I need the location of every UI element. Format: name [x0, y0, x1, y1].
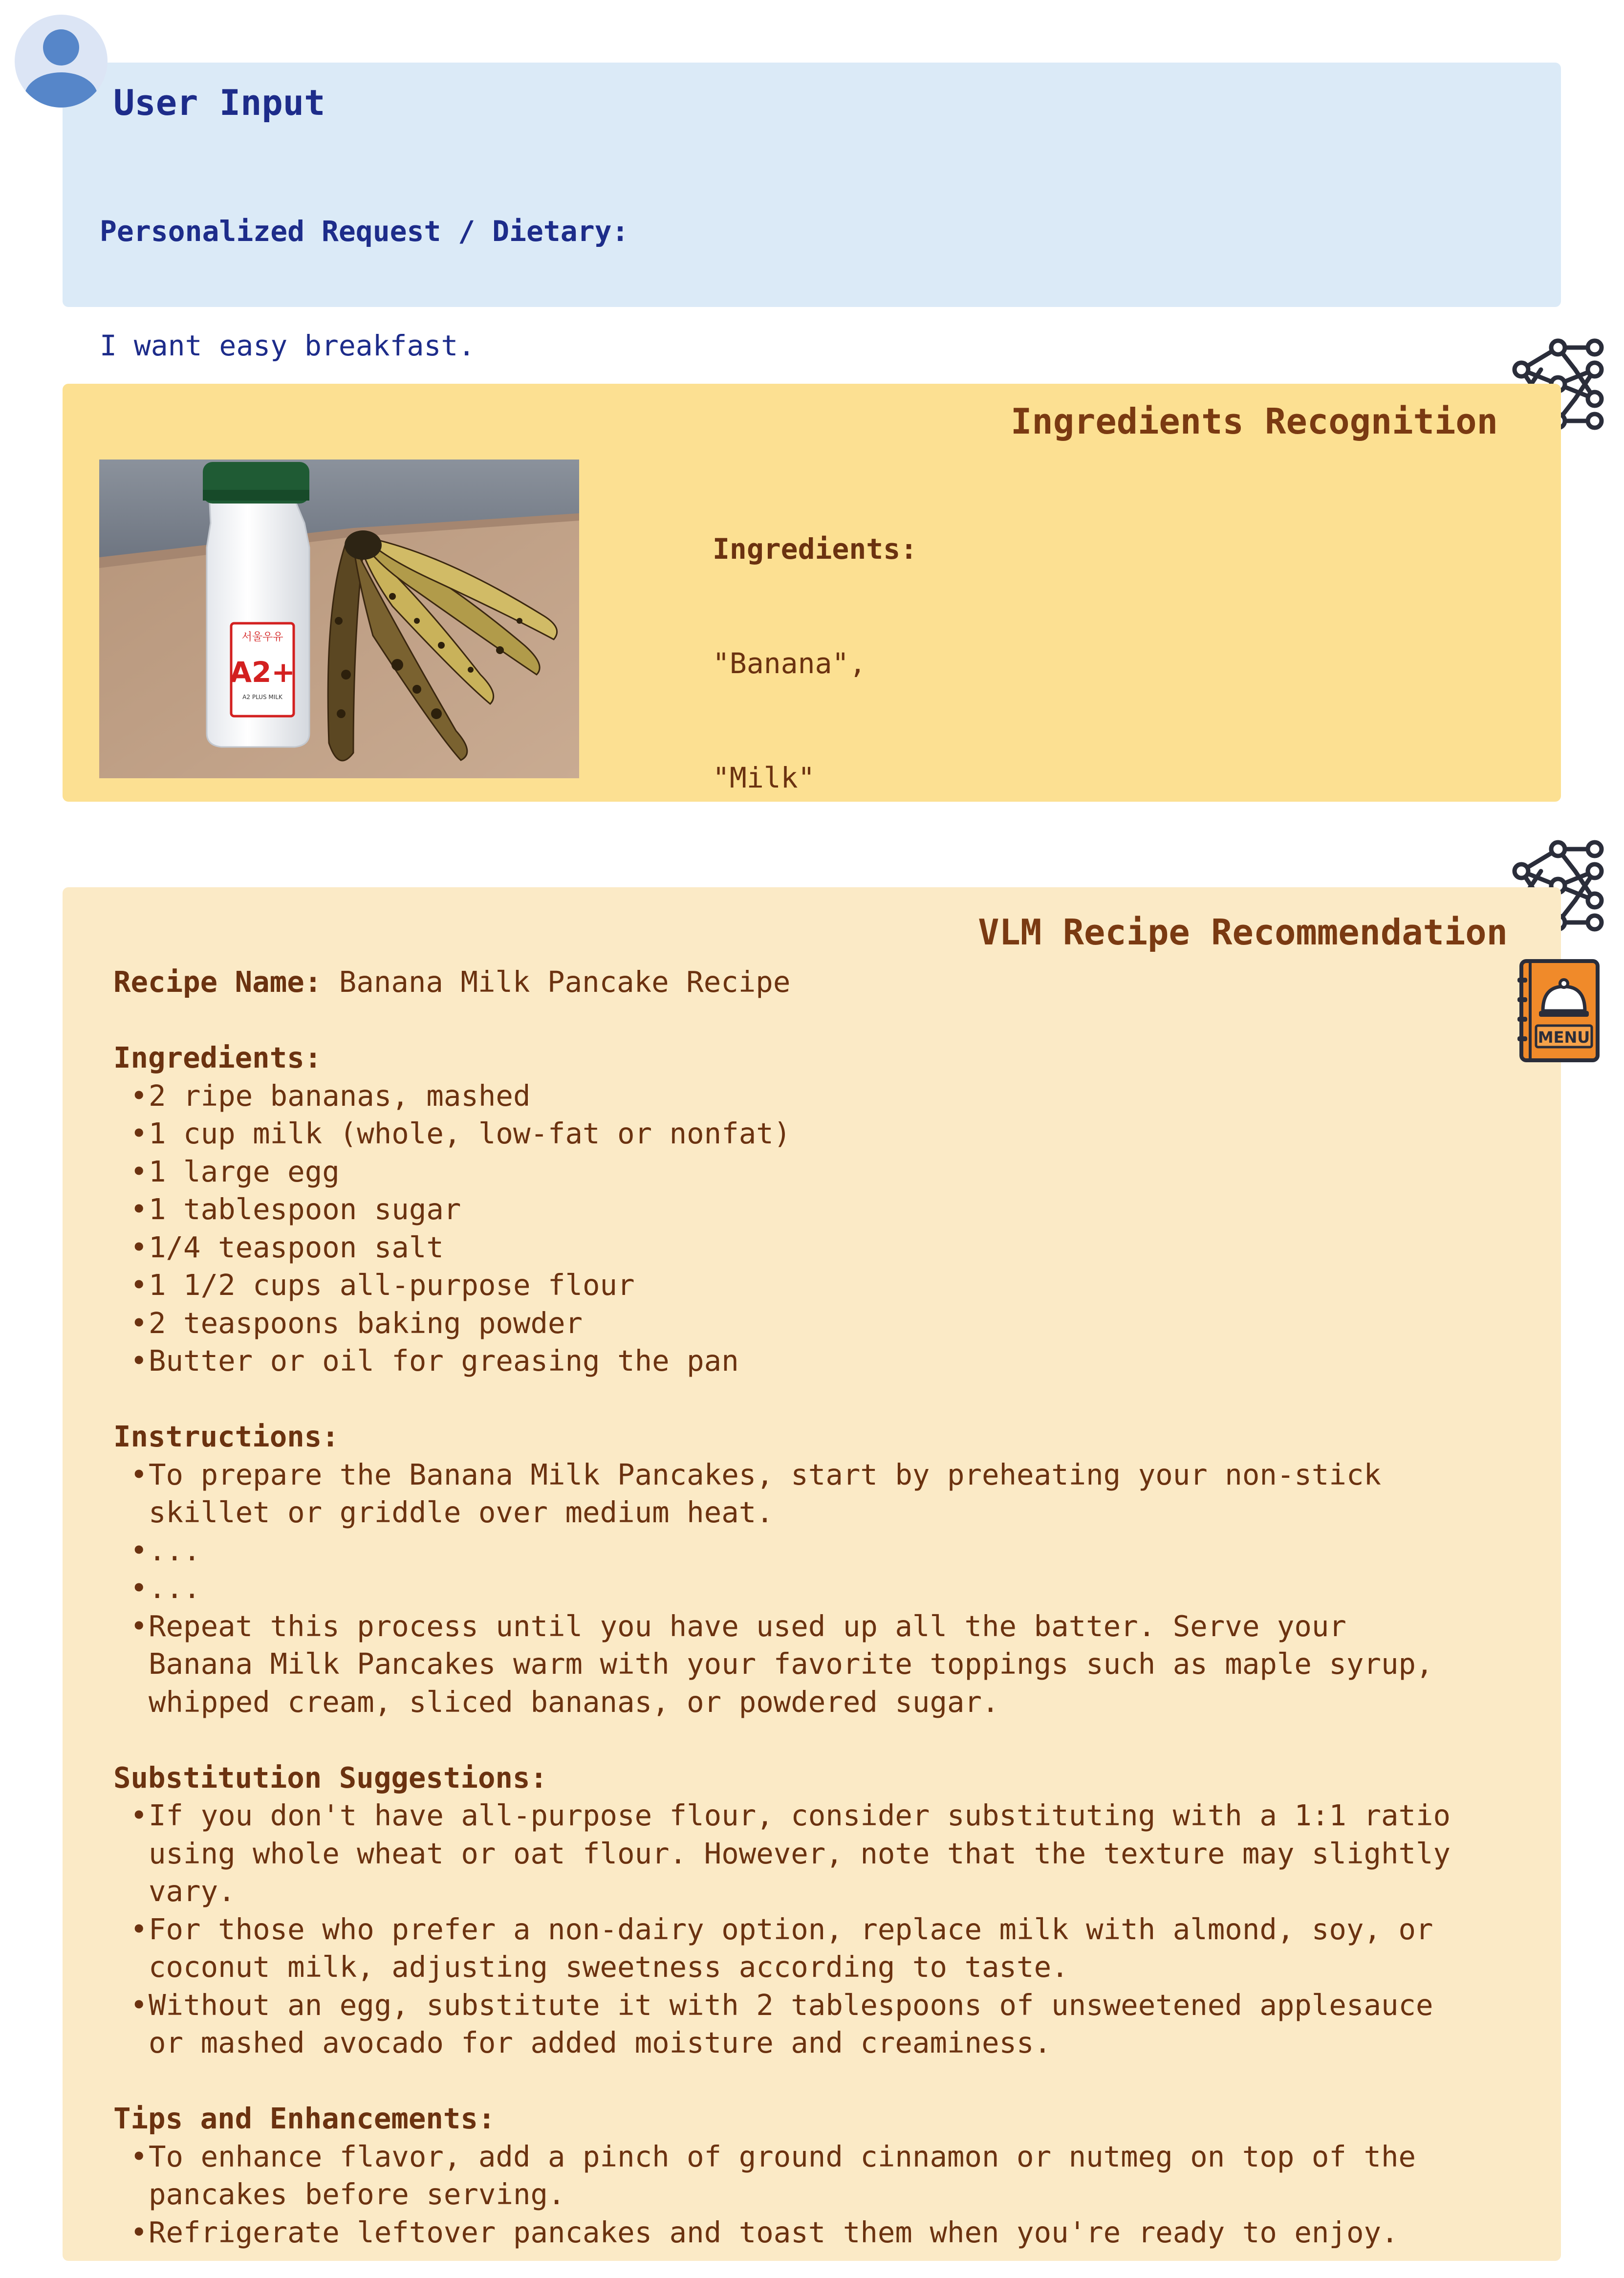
list-item: • 2 ripe bananas, mashed: [113, 1077, 1540, 1115]
bullet: •: [130, 1912, 148, 1946]
ingredients-recognition-title: Ingredients Recognition: [1011, 401, 1498, 442]
recipe-name-label: Recipe Name:: [113, 965, 322, 999]
bullet: •: [130, 1078, 148, 1113]
bullet: •: [130, 1268, 148, 1302]
recipe-name-value: Banana Milk Pancake Recipe: [339, 965, 791, 999]
list-item: • 1 tablespoon sugar: [113, 1190, 1540, 1228]
user-input-title: User Input: [113, 82, 325, 123]
bottle-brand-text: 서울우유: [241, 631, 283, 643]
bottle-a2-text: A2+: [230, 656, 295, 689]
ingredients-photo: [99, 460, 579, 778]
list-item: • 1 1/2 cups all-purpose flour: [113, 1266, 1540, 1304]
menu-icon-text: MENU: [1537, 1028, 1590, 1047]
bullet: •: [130, 1117, 148, 1150]
list-item: • ...: [113, 1532, 1540, 1570]
bullet: •: [130, 2215, 148, 2249]
request-label: Personalized Request / Dietary:: [100, 215, 629, 248]
recipe-recommendation-title: VLM Recipe Recommendation: [978, 912, 1508, 953]
list-item: • 1 cup milk (whole, low-fat or nonfat): [113, 1115, 1540, 1153]
list-item: • For those who prefer a non-dairy option, replace milk with almond, soy, or coconut milk, adjusting sweetness according to taste.: [113, 1910, 1540, 1986]
bullet: •: [130, 1154, 148, 1188]
list-item: • Butter or oil for greasing the pan: [113, 1342, 1540, 1380]
bullet: •: [130, 1533, 148, 1567]
avatar-head: [43, 29, 79, 66]
recipe-body: [113, 963, 1540, 2251]
ingredient-item: "Banana",: [713, 647, 866, 680]
avatar-shoulders: [24, 72, 98, 108]
list-item: • ...: [113, 1569, 1540, 1607]
ingredient-item: "Milk": [713, 761, 815, 794]
bullet: •: [130, 1988, 148, 2022]
recognized-ingredients: [713, 454, 917, 873]
bullet: •: [130, 1571, 148, 1605]
list-item: • 1 large egg: [113, 1153, 1540, 1191]
bullet: •: [130, 1192, 148, 1226]
recipe-name: [113, 963, 1540, 1001]
bottle-milk-text: A2 PLUS MILK: [242, 694, 282, 701]
list-item: • To prepare the Banana Milk Pancakes, start by preheating your non-stick skillet or griddle over medium heat.: [113, 1456, 1540, 1532]
list-item: • 2 teaspoons baking powder: [113, 1304, 1540, 1342]
bullet: •: [130, 1457, 148, 1491]
ingredients-label: Ingredients:: [713, 532, 918, 566]
bullet: •: [130, 1344, 148, 1378]
list-item: • Repeat this process until you have used up all the batter. Serve your Banana Milk Pancakes warm with your favorite toppings such as maple syrup, whipped cream, sliced bananas, or powdered sugar.: [113, 1607, 1540, 1721]
bullet: •: [130, 1230, 148, 1264]
list-item: • If you don't have all-purpose flour, consider substituting with a 1:1 ratio using whole wheat or oat flour. However, note that the texture may slightly vary.: [113, 1796, 1540, 1910]
user-avatar-icon: [15, 15, 108, 108]
request-text: I want easy breakfast.: [100, 329, 476, 362]
list-item: • Without an egg, substitute it with 2 tablespoons of unsweetened applesauce or mashed avocado for added moisture and creaminess.: [113, 1986, 1540, 2062]
recipe-substitutions-label: Substitution Suggestions:: [113, 1760, 548, 1795]
list-item: • Refrigerate leftover pancakes and toast them when you're ready to enjoy.: [113, 2213, 1540, 2252]
list-item: • To enhance flavor, add a pinch of ground cinnamon or nutmeg on top of the pancakes before serving.: [113, 2138, 1540, 2213]
bullet: •: [130, 2139, 148, 2173]
bullet: •: [130, 1609, 148, 1643]
recipe-instructions-label: Instructions:: [113, 1420, 339, 1453]
bullet: •: [130, 1798, 148, 1832]
recipe-tips-label: Tips and Enhancements:: [113, 2102, 496, 2135]
list-item: • 1/4 teaspoon salt: [113, 1228, 1540, 1267]
recipe-ingredients-label: Ingredients:: [113, 1041, 322, 1074]
bullet: •: [130, 1306, 148, 1340]
